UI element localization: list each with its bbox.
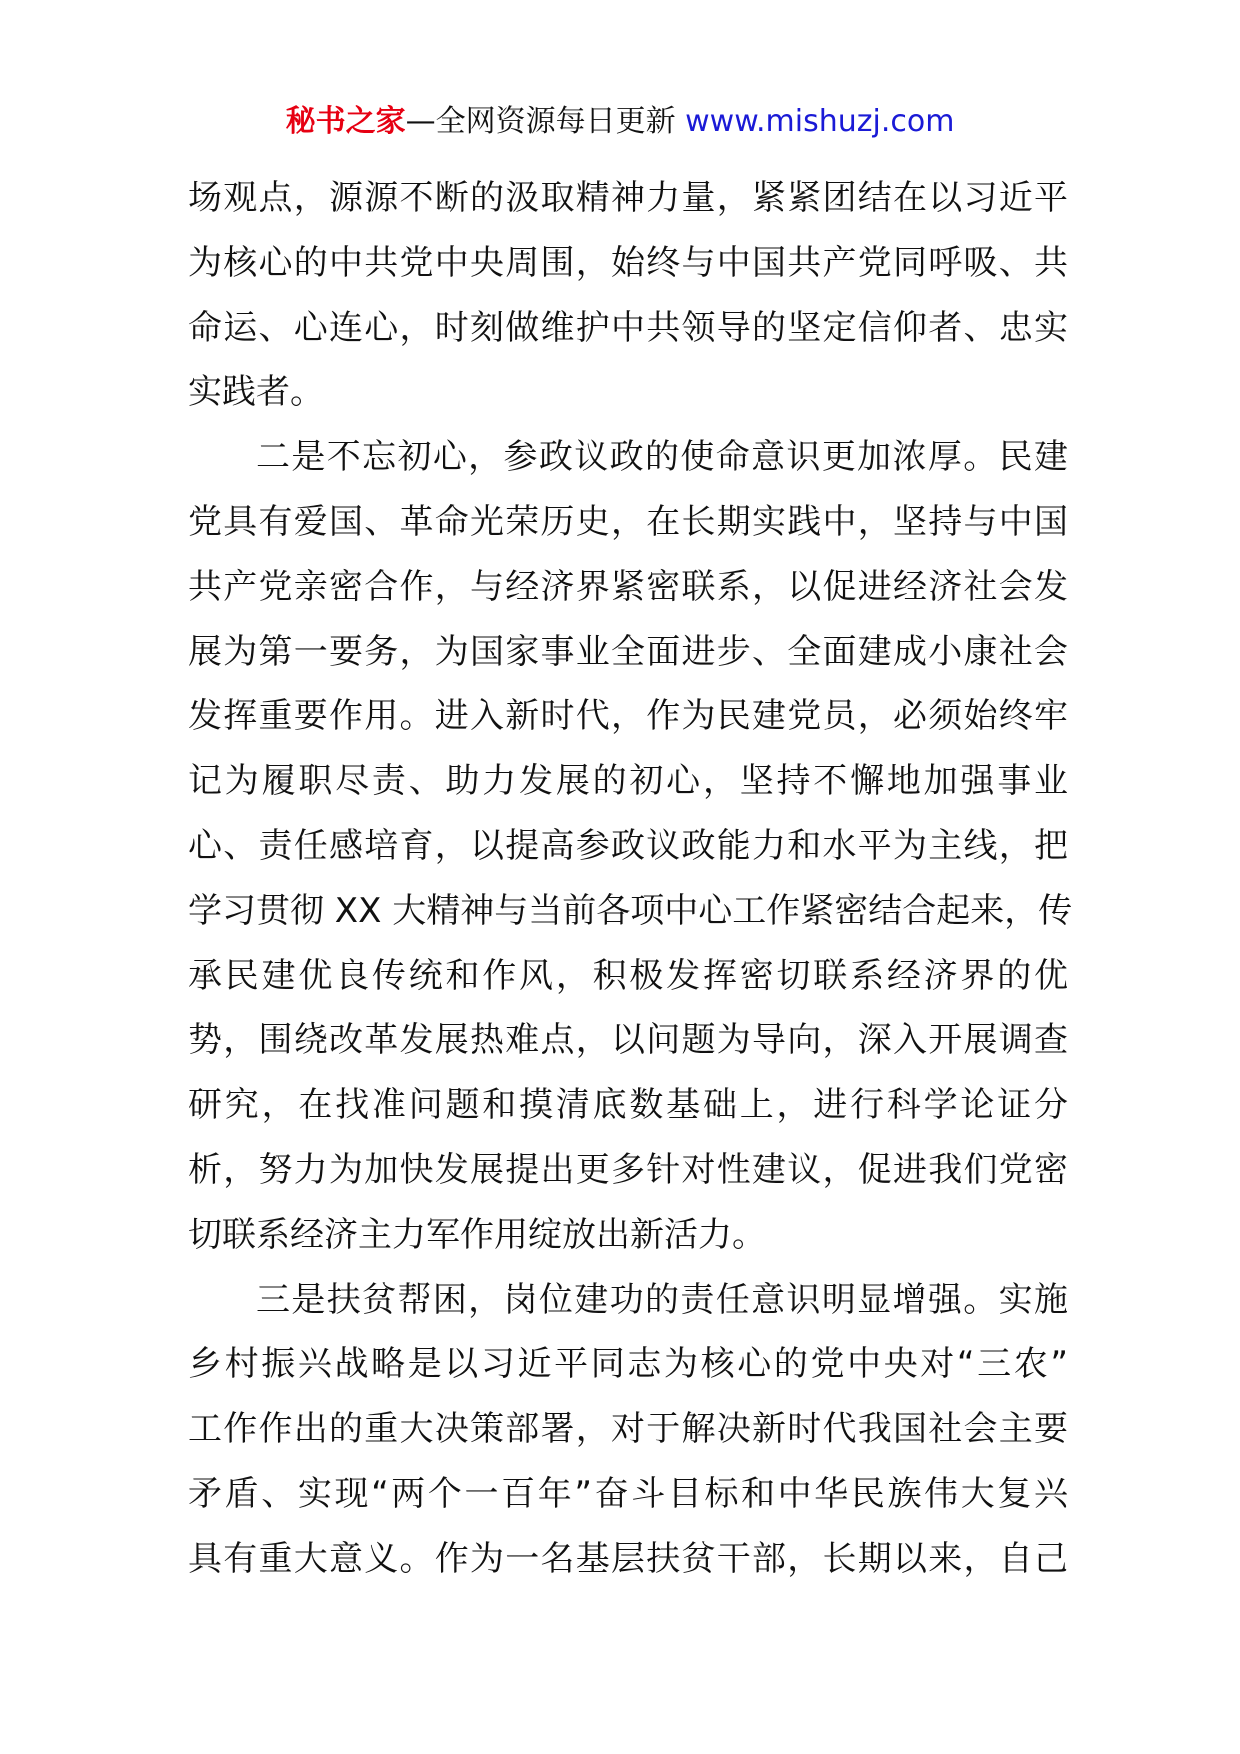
text-line: 共产党亲密合作，与经济界紧密联系，以促进经济社会发	[188, 566, 1068, 607]
paragraph-heading-line: 三是扶贫帮困，岗位建功的责任意识明显增强。实施	[256, 1279, 1068, 1320]
text-line: 承民建优良传统和作风，积极发挥密切联系经济界的优	[188, 955, 1068, 996]
text-line: 乡村振兴战略是以习近平同志为核心的党中央对“三农”	[188, 1344, 1068, 1385]
text-line: 矛盾、实现“两个一百年”奋斗目标和中华民族伟大复兴	[188, 1473, 1068, 1514]
text-line: 学习贯彻 XX 大精神与当前各项中心工作紧密结合起来，传	[188, 890, 1073, 931]
text-line: 工作作出的重大决策部署，对于解决新时代我国社会主要	[188, 1409, 1068, 1450]
text-line: 为核心的中共党中央周围，始终与中国共产党同呼吸、共	[188, 242, 1068, 283]
text-line: 切联系经济主力军作用绽放出新活力。	[188, 1214, 766, 1255]
site-header-banner	[0, 100, 1240, 144]
text-line: 发挥重要作用。进入新时代，作为民建党员，必须始终牢	[188, 696, 1068, 737]
site-brand-name: 秘书之家	[285, 104, 406, 139]
text-line: 研究，在找准问题和摸清底数基础上，进行科学论证分	[188, 1085, 1068, 1126]
text-line: 党具有爱国、革命光荣历史，在长期实践中，坚持与中国	[188, 501, 1068, 542]
site-tagline: —全网资源每日更新	[405, 104, 686, 139]
text-line: 析，努力为加快发展提出更多针对性建议，促进我们党密	[188, 1149, 1068, 1190]
text-line: 记为履职尽责、助力发展的初心，坚持不懈地加强事业	[188, 761, 1068, 802]
text-line: 势，围绕改革发展热难点，以问题为导向，深入开展调查	[188, 1020, 1068, 1061]
text-line: 心、责任感培育，以提高参政议政能力和水平为主线，把	[188, 825, 1068, 866]
text-line: 实践者。	[188, 372, 324, 413]
paragraph-heading-line: 二是不忘初心，参政议政的使命意识更加浓厚。民建	[256, 437, 1068, 478]
site-url-link[interactable]: www.mishuzj.com	[685, 104, 955, 139]
text-line: 展为第一要务，为国家事业全面进步、全面建成小康社会	[188, 631, 1068, 672]
text-line: 具有重大意义。作为一名基层扶贫干部，长期以来，自己	[188, 1538, 1068, 1579]
text-line: 场观点，源源不断的汲取精神力量，紧紧团结在以习近平	[188, 178, 1068, 218]
text-line: 命运、心连心，时刻做维护中共领导的坚定信仰者、忠实	[188, 307, 1068, 348]
document-body	[188, 166, 1073, 1592]
